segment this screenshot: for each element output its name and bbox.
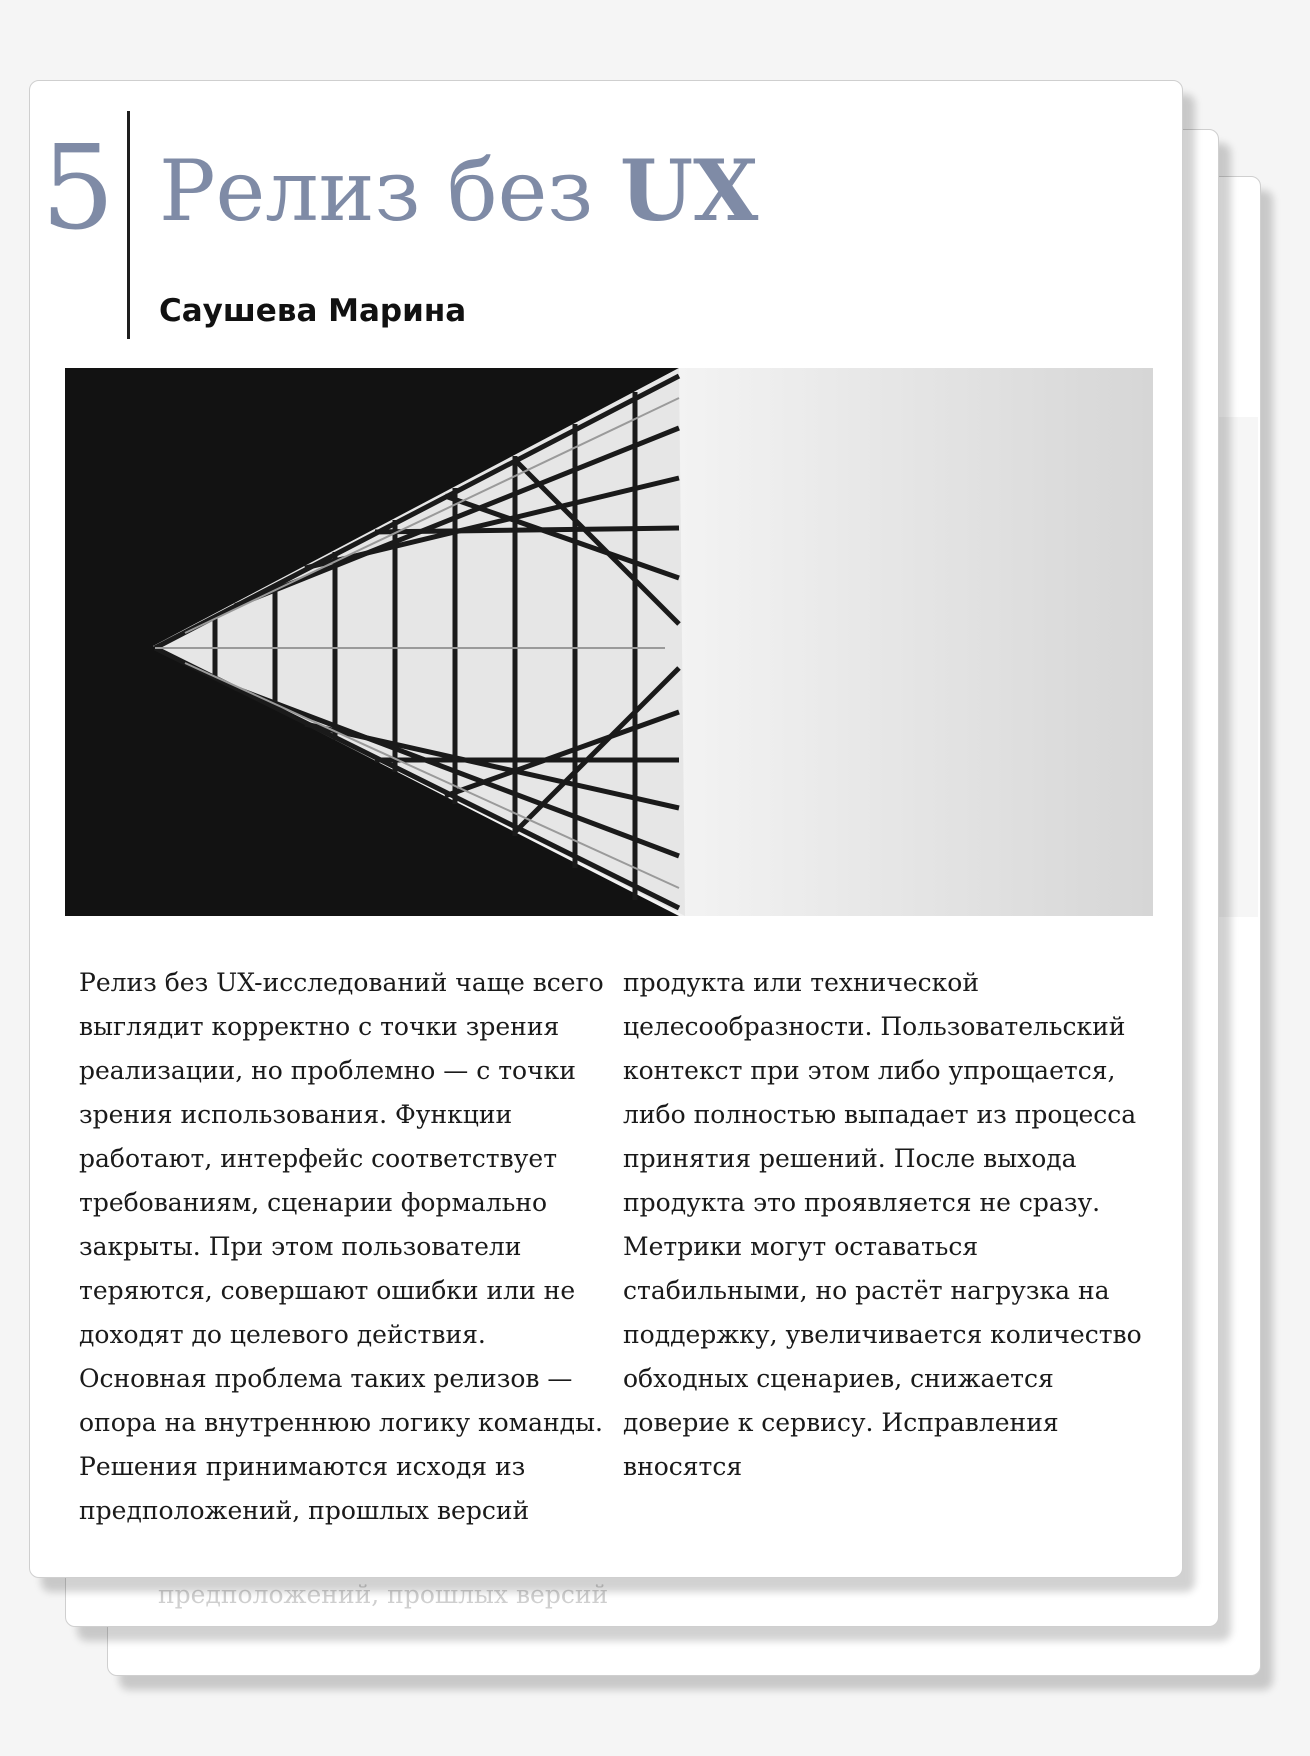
paragraph-line: доверие к сервису. Исправления — [623, 1408, 1059, 1437]
paragraph-line: продукта это проявляется не сразу. — [623, 1188, 1101, 1217]
paragraph-line: Метрики могут оставаться — [623, 1232, 979, 1261]
paragraph-line: предположений, прошлых версий — [79, 1496, 530, 1525]
paragraph-line: Решения принимаются исходя из — [79, 1452, 526, 1481]
paragraph-line: поддержку, увеличивается количество — [623, 1320, 1142, 1349]
architecture-photo — [65, 368, 1153, 916]
paragraph-line: продукта или технической — [623, 968, 979, 997]
article-page — [29, 80, 1183, 1578]
paragraph-line: закрыты. При этом пользователи — [79, 1232, 522, 1261]
chapter-number: 5 — [41, 121, 115, 256]
author-name: Саушева Марина — [159, 293, 467, 329]
text-column-right — [623, 961, 1153, 1489]
paragraph-line: Основная проблема таких релизов — — [79, 1364, 573, 1393]
page-title — [159, 141, 758, 241]
paragraph-line: контекст при этом либо упрощается, — [623, 1056, 1116, 1085]
paragraph-line: выглядит корректно с точки зрения — [79, 1012, 560, 1041]
title-bold: UX — [619, 141, 759, 240]
paragraph-line: обходных сценариев, снижается — [623, 1364, 1054, 1393]
underlying-text-line: предположений, прошлых версий — [158, 1580, 609, 1609]
paragraph-line: работают, интерфейс соответствует — [79, 1144, 558, 1173]
paragraph-line: стабильными, но растёт нагрузка на — [623, 1276, 1110, 1305]
paragraph-line: опора на внутреннюю логику команды. — [79, 1408, 603, 1437]
paragraph-line: вносятся — [623, 1452, 743, 1481]
paragraph-line: целесообразности. Пользовательский — [623, 1012, 1126, 1041]
paragraph-line: либо полностью выпадает из процесса — [623, 1100, 1137, 1129]
paragraph-line: доходят до целевого действия. — [79, 1320, 486, 1349]
paragraph-line: теряются, совершают ошибки или не — [79, 1276, 576, 1305]
header-divider — [127, 111, 130, 339]
paragraph-line: требованиям, сценарии формально — [79, 1188, 548, 1217]
text-column-left — [79, 961, 609, 1533]
paragraph-line: Релиз без UX-исследований чаще всего — [79, 968, 604, 997]
paragraph-line: зрения использования. Функции — [79, 1100, 513, 1129]
title-prefix: Релиз без — [159, 142, 594, 240]
paragraph-line: принятия решений. После выхода — [623, 1144, 1077, 1173]
paragraph-line: реализации, но проблемно — с точки — [79, 1056, 576, 1085]
